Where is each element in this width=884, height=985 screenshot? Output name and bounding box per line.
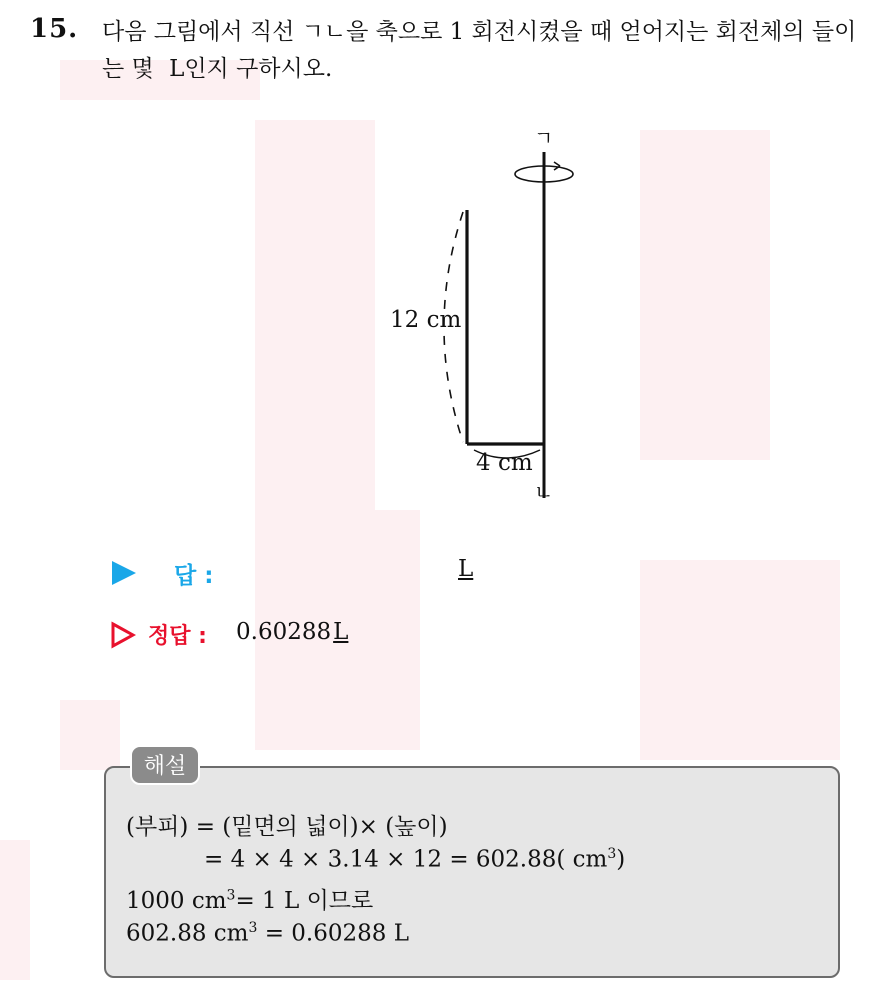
watermark-block xyxy=(255,120,375,520)
explanation-line-4 xyxy=(126,920,409,947)
answer-row xyxy=(108,556,808,596)
explanation-line-3-main: 1000 cm xyxy=(126,888,227,914)
question-text xyxy=(102,14,872,88)
height-label: 12 cm xyxy=(390,307,462,333)
question-number: 15. xyxy=(30,14,79,44)
correct-answer-row xyxy=(108,617,808,657)
explanation-line-3 xyxy=(126,882,373,915)
watermark-block xyxy=(640,130,770,460)
correct-value-number: 0.60288 xyxy=(236,619,332,645)
width-label: 4 cm xyxy=(476,450,533,476)
watermark-block xyxy=(60,700,120,770)
explanation-line-3-sup: 3 xyxy=(226,887,236,904)
watermark-block xyxy=(0,840,30,980)
explanation-tab: 해설 xyxy=(130,745,200,785)
explanation-line-3-end: = 1 L 이므로 xyxy=(235,888,374,914)
correct-value-unit: L xyxy=(333,619,349,645)
play-triangle-icon xyxy=(112,561,136,585)
rotation-figure xyxy=(370,120,600,510)
axis-bottom-label: ㄴ xyxy=(534,480,554,504)
answer-label: 답 : xyxy=(174,563,214,589)
explanation-line-4-end: = 0.60288 L xyxy=(257,920,409,947)
correct-answer-label: 정답 : xyxy=(148,624,207,649)
question-unit: L xyxy=(169,56,185,82)
axis-top-label: ㄱ xyxy=(534,126,554,150)
explanation-line-4-main: 602.88 cm xyxy=(126,920,249,947)
question-text-part2: 인지 구하시오. xyxy=(184,56,333,82)
question-text-part1: 다음 그림에서 직선 ㄱㄴ을 축으로 1 회전시켰을 때 얻어지는 회전체의 들이는 몇 xyxy=(102,19,857,82)
explanation-line-2-sup: 3 xyxy=(607,846,617,862)
outline-triangle-icon xyxy=(110,621,136,649)
correct-answer-value xyxy=(236,619,348,645)
answer-unit: L xyxy=(458,556,474,582)
explanation-line-2-main: = 4 × 4 × 3.14 × 12 = 602.88( cm xyxy=(204,846,608,873)
explanation-line-4-sup: 3 xyxy=(248,920,258,936)
explanation-line-2 xyxy=(204,846,625,873)
explanation-line-1: (부피) = (밑면의 넓이)× (높이) xyxy=(126,814,448,840)
explanation-line-2-end: ) xyxy=(616,846,626,873)
